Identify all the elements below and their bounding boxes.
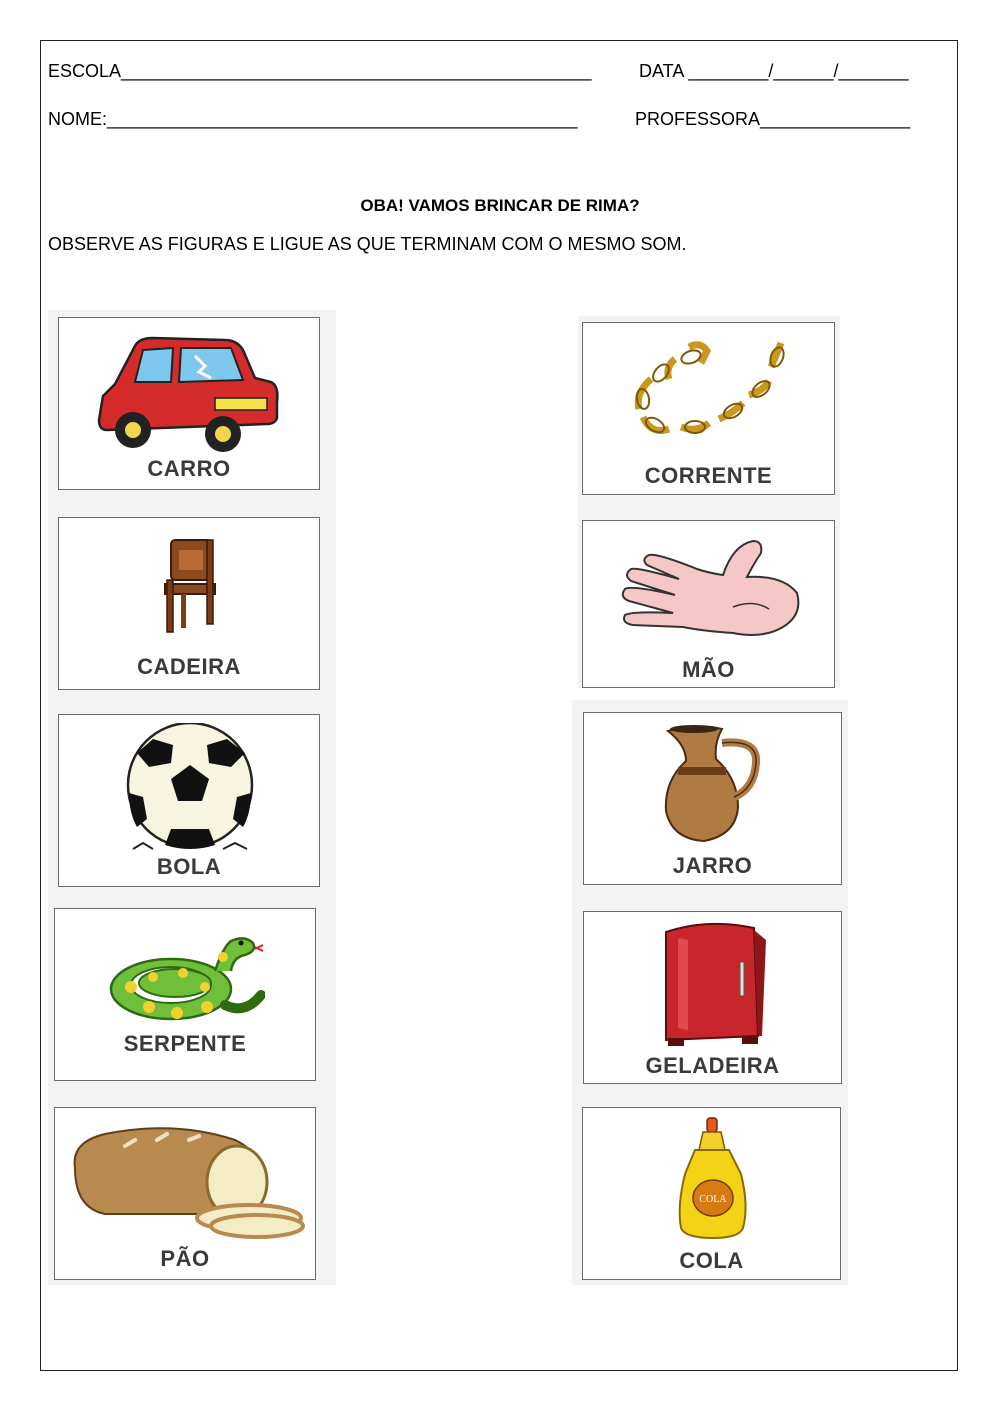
card-label: BOLA bbox=[156, 854, 222, 879]
card-label: CADEIRA bbox=[137, 654, 241, 679]
bread-icon bbox=[65, 1122, 305, 1240]
soccer-ball-icon bbox=[123, 723, 257, 855]
activity-instruction: OBSERVE AS FIGURAS E LIGUE AS QUE TERMINAM COM O MESMO SOM. bbox=[48, 234, 687, 254]
card-label: SERPENTE bbox=[123, 1031, 247, 1056]
card-label: CORRENTE bbox=[644, 463, 773, 488]
card-cadeira[interactable] bbox=[58, 517, 320, 690]
glue-bottle-icon bbox=[673, 1116, 753, 1246]
fridge-icon bbox=[658, 918, 768, 1048]
card-geladeira[interactable] bbox=[583, 911, 842, 1084]
teacher-field[interactable]: PROFESSORA_______________ bbox=[635, 109, 911, 129]
jug-icon bbox=[658, 723, 768, 847]
hand-icon bbox=[613, 535, 813, 647]
card-mao[interactable] bbox=[582, 520, 835, 688]
card-bola[interactable] bbox=[58, 714, 320, 887]
snake-icon bbox=[105, 927, 265, 1027]
card-label: CARRO bbox=[147, 456, 231, 481]
card-serpente[interactable] bbox=[54, 908, 316, 1081]
car-icon bbox=[95, 326, 281, 454]
card-label: GELADEIRA bbox=[645, 1053, 780, 1078]
chain-icon bbox=[629, 337, 795, 449]
bottle-label: COLA bbox=[699, 1194, 727, 1205]
card-label: JARRO bbox=[672, 853, 753, 878]
card-corrente[interactable] bbox=[582, 322, 835, 495]
card-label: PÃO bbox=[160, 1246, 210, 1271]
school-field[interactable]: ESCOLA_______________________________________________ bbox=[48, 61, 592, 81]
card-jarro[interactable] bbox=[583, 712, 842, 885]
name-field[interactable]: NOME:_______________________________________________ bbox=[48, 109, 578, 129]
card-label: COLA bbox=[679, 1248, 744, 1273]
card-pao[interactable] bbox=[54, 1107, 316, 1280]
date-field[interactable]: DATA ________/______/_______ bbox=[639, 61, 909, 81]
card-carro[interactable] bbox=[58, 317, 320, 490]
card-label: MÃO bbox=[682, 657, 735, 682]
activity-title: OBA! VAMOS BRINCAR DE RIMA? bbox=[360, 196, 640, 215]
chair-icon bbox=[155, 536, 225, 636]
card-cola[interactable] bbox=[582, 1107, 841, 1280]
